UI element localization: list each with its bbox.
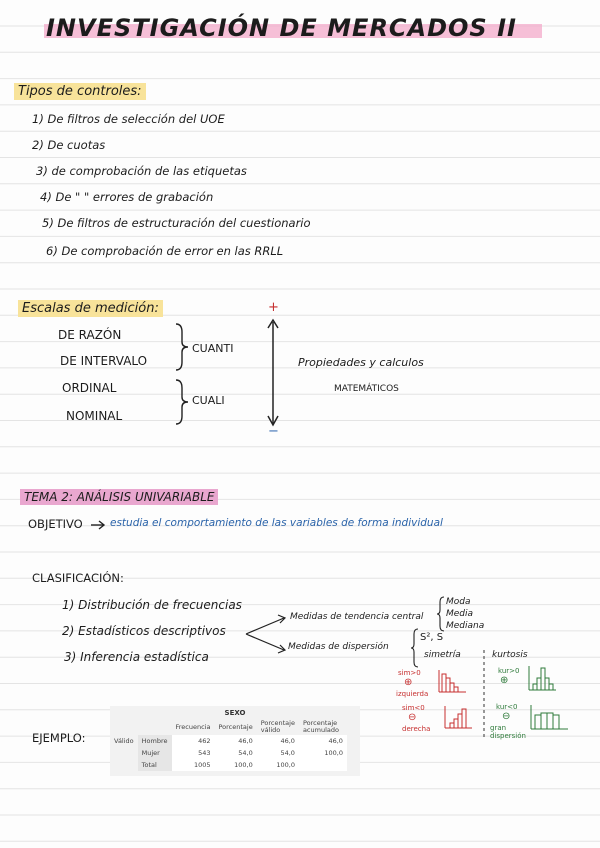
clasificacion-item: 3) Inferencia estadística (64, 650, 209, 664)
table-cell: 46,0 (257, 735, 299, 747)
escalas-heading: Escalas de medición: (18, 300, 163, 317)
controles-item: 5) De filtros de estructuración del cuestionario (42, 216, 311, 230)
simetria-label: simetría (424, 650, 461, 660)
matematicos-label: MATEMÁTICOS (334, 384, 399, 394)
sim-kur-divider (482, 650, 486, 740)
table-cell: 46,0 (214, 735, 256, 747)
sim-neg-label: sim<0 (402, 704, 425, 712)
scale-plus: + (268, 300, 279, 315)
table-cell: 1005 (172, 759, 215, 771)
kur-neg-label: kur<0 (496, 703, 518, 711)
table-header-cell: Frecuencia (175, 723, 211, 731)
page-title: INVESTIGACIÓN DE MERCADOS II (46, 14, 517, 42)
tendencia-mediana: Mediana (446, 621, 485, 631)
table-cell (110, 747, 138, 759)
kur-neg-histogram (530, 705, 570, 731)
escala-ordinal: ORDINAL (62, 381, 117, 395)
controles-item: 4) De " " errores de grabación (40, 190, 214, 204)
escala-intervalo: DE INTERVALO (60, 354, 148, 368)
ejemplo-label: EJEMPLO: (32, 731, 86, 745)
table-cell: 543 (172, 747, 215, 759)
brace-dispersion (410, 628, 420, 668)
ejemplo-table-title: SEXO (224, 709, 246, 717)
table-cell: 54,0 (257, 747, 299, 759)
kur-neg-desc: gran dispersión (490, 724, 526, 740)
table-cell: 100,0 (299, 747, 347, 759)
table-cell: Total (138, 759, 172, 771)
tema-heading: TEMA 2: ANÁLISIS UNIVARIABLE (20, 489, 218, 505)
ejemplo-table (110, 719, 347, 771)
table-row (110, 747, 347, 759)
table-header-cell: Porcentaje válido (260, 719, 295, 734)
sim-pos-label: sim>0 (398, 669, 421, 677)
scale-double-arrow (266, 318, 280, 430)
objetivo-arrow (90, 520, 106, 530)
kur-neg-sign: ⊖ (502, 711, 511, 722)
kur-pos-sign: ⊕ (500, 675, 509, 686)
clasificacion-heading: CLASIFICACIÓN: (32, 571, 124, 585)
controles-heading: Tipos de controles: (14, 83, 146, 100)
escala-nominal: NOMINAL (66, 409, 123, 423)
objetivo-label: OBJETIVO (28, 517, 83, 531)
dispersion-s: S², S (420, 632, 444, 643)
kur-pos-label: kur>0 (498, 667, 520, 675)
table-cell: Hombre (138, 735, 172, 747)
table-header-cell: Porcentaje (218, 723, 253, 731)
controles-item: 2) De cuotas (32, 138, 106, 152)
sim-neg-histogram (444, 706, 474, 730)
brace-tendencia (436, 596, 446, 632)
table-cell: 46,0 (299, 735, 347, 747)
dispersion-label: Medidas de dispersión (288, 642, 389, 652)
escala-razon: DE RAZÓN (58, 328, 122, 342)
sim-pos-desc: izquierda (396, 690, 429, 698)
table-row (110, 735, 347, 747)
table-cell (110, 759, 138, 771)
brace-quanti (170, 322, 190, 372)
table-cell: 54,0 (214, 747, 256, 759)
table-cell: Válido (114, 737, 134, 745)
tendencia-label: Medidas de tendencia central (290, 612, 424, 622)
controles-item: 1) De filtros de selección del UOE (32, 112, 225, 126)
sim-neg-desc: derecha (402, 725, 431, 733)
ejemplo-table-panel (110, 706, 360, 776)
table-cell: 462 (172, 735, 215, 747)
controles-item: 6) De comprobación de error en las RRLL (46, 244, 284, 258)
table-header-cell (110, 719, 138, 735)
table-header-cell: Porcentaje acumulado (302, 719, 339, 734)
scale-minus: − (268, 424, 279, 439)
kur-pos-histogram (528, 666, 558, 692)
sim-pos-histogram (438, 670, 468, 694)
tendencia-moda: Moda (446, 597, 471, 607)
table-cell: 100,0 (257, 759, 299, 771)
table-header-row (110, 719, 347, 735)
sim-neg-sign: ⊖ (408, 712, 417, 723)
tendencia-media: Media (446, 609, 474, 619)
table-row (110, 759, 347, 771)
propiedades-label: Propiedades y calculos (298, 356, 424, 369)
controles-item: 3) de comprobación de las etiquetas (36, 164, 247, 178)
descriptivos-branch-arrows (244, 612, 290, 660)
clasificacion-item: 2) Estadísticos descriptivos (62, 624, 226, 638)
table-cell: Mujer (138, 747, 172, 759)
group-cuanti: CUANTI (192, 342, 234, 355)
group-cuali: CUALI (192, 394, 225, 407)
clasificacion-item: 1) Distribución de frecuencias (62, 598, 242, 612)
sim-pos-sign: ⊕ (404, 677, 413, 688)
table-header-cell (138, 719, 172, 735)
table-cell (299, 759, 347, 771)
table-cell: 100,0 (214, 759, 256, 771)
objetivo-text: estudia el comportamiento de las variables de forma individual (110, 517, 443, 529)
kurtosis-label: kurtosis (492, 650, 528, 660)
brace-quali (170, 378, 190, 426)
